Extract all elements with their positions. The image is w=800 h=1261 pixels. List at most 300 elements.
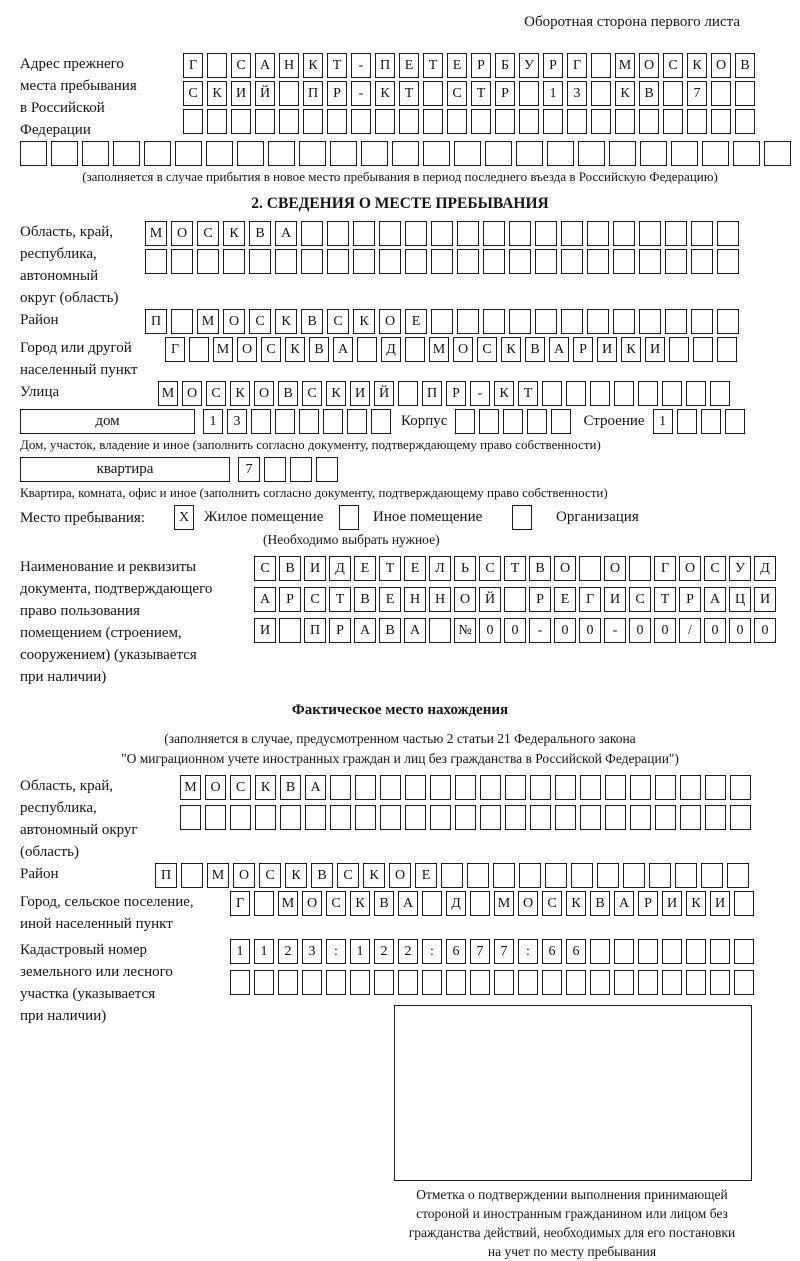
char-box[interactable]: [578, 141, 605, 166]
char-box[interactable]: А: [704, 587, 726, 612]
char-box[interactable]: [399, 109, 419, 134]
char-box[interactable]: [735, 81, 755, 106]
char-box[interactable]: [423, 141, 450, 166]
char-box[interactable]: 1: [543, 81, 563, 106]
char-box[interactable]: Н: [404, 587, 426, 612]
char-box[interactable]: [405, 337, 425, 362]
char-box[interactable]: [519, 81, 539, 106]
char-box[interactable]: :: [326, 939, 346, 964]
char-box[interactable]: [665, 309, 687, 334]
char-box[interactable]: О: [205, 775, 226, 800]
char-box[interactable]: [380, 805, 401, 830]
char-box[interactable]: [591, 81, 611, 106]
char-box[interactable]: -: [529, 618, 551, 643]
char-box[interactable]: [590, 939, 610, 964]
char-box[interactable]: В: [311, 863, 333, 888]
char-box[interactable]: К: [566, 891, 586, 916]
char-box[interactable]: [665, 249, 687, 274]
char-box[interactable]: [371, 409, 391, 434]
char-box[interactable]: О: [182, 381, 202, 406]
char-box[interactable]: А: [404, 618, 426, 643]
char-box[interactable]: С: [704, 556, 726, 581]
char-box[interactable]: 1: [203, 409, 223, 434]
char-box[interactable]: [710, 381, 730, 406]
char-box[interactable]: [454, 141, 481, 166]
char-box[interactable]: К: [255, 775, 276, 800]
char-box[interactable]: [547, 141, 574, 166]
char-box[interactable]: [613, 309, 635, 334]
char-box[interactable]: [301, 221, 323, 246]
char-box[interactable]: [375, 109, 395, 134]
char-box[interactable]: Й: [479, 587, 501, 612]
char-box[interactable]: У: [519, 53, 539, 78]
char-box[interactable]: И: [710, 891, 730, 916]
char-box[interactable]: О: [604, 556, 626, 581]
char-box[interactable]: А: [354, 618, 376, 643]
char-box[interactable]: Д: [446, 891, 466, 916]
char-box[interactable]: [638, 939, 658, 964]
char-box[interactable]: [639, 309, 661, 334]
char-box[interactable]: 0: [554, 618, 576, 643]
char-box[interactable]: [441, 863, 463, 888]
char-box[interactable]: [20, 141, 47, 166]
char-box[interactable]: 7: [687, 81, 707, 106]
char-box[interactable]: П: [155, 863, 177, 888]
char-box[interactable]: [614, 970, 634, 995]
char-box[interactable]: Е: [379, 587, 401, 612]
char-box[interactable]: В: [590, 891, 610, 916]
char-box[interactable]: М: [213, 337, 233, 362]
char-box[interactable]: М: [615, 53, 635, 78]
char-box[interactable]: [663, 81, 683, 106]
char-box[interactable]: А: [614, 891, 634, 916]
char-box[interactable]: [614, 381, 634, 406]
char-box[interactable]: В: [309, 337, 329, 362]
char-box[interactable]: Р: [279, 587, 301, 612]
char-box[interactable]: [579, 556, 601, 581]
char-box[interactable]: Е: [399, 53, 419, 78]
char-box[interactable]: [470, 891, 490, 916]
char-box[interactable]: Р: [573, 337, 593, 362]
char-box[interactable]: [255, 109, 275, 134]
char-box[interactable]: Т: [399, 81, 419, 106]
checkbox-organizatsiya[interactable]: [512, 505, 532, 530]
char-box[interactable]: С: [542, 891, 562, 916]
char-box[interactable]: [567, 109, 587, 134]
char-box[interactable]: [638, 381, 658, 406]
char-box[interactable]: [638, 970, 658, 995]
char-box[interactable]: Р: [679, 587, 701, 612]
char-box[interactable]: [639, 221, 661, 246]
char-box[interactable]: [113, 141, 140, 166]
char-box[interactable]: [480, 805, 501, 830]
char-box[interactable]: [717, 337, 737, 362]
checkbox-inoe[interactable]: [339, 505, 359, 530]
char-box[interactable]: :: [518, 939, 538, 964]
char-box[interactable]: О: [171, 221, 193, 246]
char-box[interactable]: О: [237, 337, 257, 362]
char-box[interactable]: [662, 970, 682, 995]
char-box[interactable]: [509, 309, 531, 334]
char-box[interactable]: [470, 970, 490, 995]
char-box[interactable]: [686, 381, 706, 406]
char-box[interactable]: [701, 409, 721, 434]
char-box[interactable]: [587, 221, 609, 246]
char-box[interactable]: [509, 221, 531, 246]
char-box[interactable]: [495, 109, 515, 134]
char-box[interactable]: [613, 221, 635, 246]
char-box[interactable]: [302, 970, 322, 995]
char-box[interactable]: И: [304, 556, 326, 581]
char-box[interactable]: [691, 221, 713, 246]
char-box[interactable]: [734, 891, 754, 916]
char-box[interactable]: [535, 221, 557, 246]
char-box[interactable]: С: [254, 556, 276, 581]
char-box[interactable]: А: [398, 891, 418, 916]
char-box[interactable]: [485, 141, 512, 166]
char-box[interactable]: [330, 805, 351, 830]
char-box[interactable]: У: [729, 556, 751, 581]
char-box[interactable]: [405, 775, 426, 800]
char-box[interactable]: [330, 141, 357, 166]
char-box[interactable]: [542, 970, 562, 995]
char-box[interactable]: В: [354, 587, 376, 612]
char-box[interactable]: [614, 939, 634, 964]
char-box[interactable]: М: [207, 863, 229, 888]
char-box[interactable]: [543, 109, 563, 134]
char-box[interactable]: [591, 109, 611, 134]
char-box[interactable]: [327, 221, 349, 246]
char-box[interactable]: [509, 249, 531, 274]
char-box[interactable]: [730, 805, 751, 830]
char-box[interactable]: [530, 775, 551, 800]
char-box[interactable]: [205, 805, 226, 830]
char-box[interactable]: 3: [302, 939, 322, 964]
char-box[interactable]: [649, 863, 671, 888]
char-box[interactable]: [145, 249, 167, 274]
char-box[interactable]: К: [285, 337, 305, 362]
char-box[interactable]: К: [230, 381, 250, 406]
char-box[interactable]: 7: [238, 457, 260, 482]
char-box[interactable]: [655, 775, 676, 800]
char-box[interactable]: Г: [183, 53, 203, 78]
char-box[interactable]: Т: [329, 587, 351, 612]
char-box[interactable]: [662, 381, 682, 406]
char-box[interactable]: [702, 141, 729, 166]
char-box[interactable]: К: [353, 309, 375, 334]
char-box[interactable]: К: [350, 891, 370, 916]
char-box[interactable]: [457, 249, 479, 274]
char-box[interactable]: [254, 970, 274, 995]
char-box[interactable]: [605, 805, 626, 830]
char-box[interactable]: [457, 309, 479, 334]
char-box[interactable]: [374, 970, 394, 995]
char-box[interactable]: [587, 309, 609, 334]
char-box[interactable]: [639, 109, 659, 134]
char-box[interactable]: К: [285, 863, 307, 888]
char-box[interactable]: Т: [654, 587, 676, 612]
char-box[interactable]: [503, 409, 523, 434]
char-box[interactable]: [710, 939, 730, 964]
char-box[interactable]: 0: [654, 618, 676, 643]
char-box[interactable]: С: [183, 81, 203, 106]
char-box[interactable]: [327, 109, 347, 134]
char-box[interactable]: [303, 109, 323, 134]
char-box[interactable]: [542, 381, 562, 406]
char-box[interactable]: [231, 109, 251, 134]
char-box[interactable]: [422, 970, 442, 995]
char-box[interactable]: В: [301, 309, 323, 334]
char-box[interactable]: [545, 863, 567, 888]
char-box[interactable]: [613, 249, 635, 274]
char-box[interactable]: [347, 409, 367, 434]
char-box[interactable]: [527, 409, 547, 434]
char-box[interactable]: [326, 970, 346, 995]
char-box[interactable]: В: [639, 81, 659, 106]
char-box[interactable]: В: [374, 891, 394, 916]
char-box[interactable]: [405, 805, 426, 830]
char-box[interactable]: С: [663, 53, 683, 78]
char-box[interactable]: [711, 81, 731, 106]
char-box[interactable]: [687, 109, 707, 134]
char-box[interactable]: П: [304, 618, 326, 643]
char-box[interactable]: 0: [754, 618, 776, 643]
char-box[interactable]: К: [686, 891, 706, 916]
char-box[interactable]: Н: [279, 53, 299, 78]
char-box[interactable]: [566, 381, 586, 406]
char-box[interactable]: /: [679, 618, 701, 643]
char-box[interactable]: С: [259, 863, 281, 888]
char-box[interactable]: 1: [230, 939, 250, 964]
char-box[interactable]: [597, 863, 619, 888]
char-box[interactable]: И: [231, 81, 251, 106]
char-box[interactable]: С: [302, 381, 322, 406]
char-box[interactable]: [392, 141, 419, 166]
char-box[interactable]: А: [254, 587, 276, 612]
char-box[interactable]: [355, 775, 376, 800]
char-box[interactable]: И: [754, 587, 776, 612]
char-box[interactable]: [279, 618, 301, 643]
char-box[interactable]: [249, 249, 271, 274]
char-box[interactable]: О: [518, 891, 538, 916]
char-box[interactable]: Ц: [729, 587, 751, 612]
char-box[interactable]: Т: [471, 81, 491, 106]
char-box[interactable]: [735, 109, 755, 134]
char-box[interactable]: 2: [278, 939, 298, 964]
char-box[interactable]: [677, 409, 697, 434]
char-box[interactable]: [665, 221, 687, 246]
char-box[interactable]: [566, 970, 586, 995]
char-box[interactable]: К: [501, 337, 521, 362]
char-box[interactable]: 2: [374, 939, 394, 964]
char-box[interactable]: С: [477, 337, 497, 362]
char-box[interactable]: [457, 221, 479, 246]
char-box[interactable]: Р: [446, 381, 466, 406]
char-box[interactable]: [519, 109, 539, 134]
char-box[interactable]: С: [197, 221, 219, 246]
char-box[interactable]: [455, 775, 476, 800]
char-box[interactable]: [301, 249, 323, 274]
char-box[interactable]: [669, 337, 689, 362]
checkbox-zhiloe[interactable]: X: [174, 505, 194, 530]
char-box[interactable]: [430, 805, 451, 830]
char-box[interactable]: Т: [379, 556, 401, 581]
char-box[interactable]: Т: [504, 556, 526, 581]
char-box[interactable]: Е: [404, 556, 426, 581]
char-box[interactable]: Г: [230, 891, 250, 916]
char-box[interactable]: [686, 939, 706, 964]
char-box[interactable]: [305, 805, 326, 830]
char-box[interactable]: [561, 221, 583, 246]
char-box[interactable]: [280, 805, 301, 830]
char-box[interactable]: [353, 221, 375, 246]
char-box[interactable]: [82, 141, 109, 166]
char-box[interactable]: [189, 337, 209, 362]
char-box[interactable]: М: [145, 221, 167, 246]
char-box[interactable]: Г: [654, 556, 676, 581]
char-box[interactable]: К: [207, 81, 227, 106]
char-box[interactable]: С: [337, 863, 359, 888]
char-box[interactable]: [429, 618, 451, 643]
char-box[interactable]: [144, 141, 171, 166]
char-box[interactable]: [764, 141, 791, 166]
char-box[interactable]: [686, 970, 706, 995]
char-box[interactable]: К: [275, 309, 297, 334]
char-box[interactable]: 1: [350, 939, 370, 964]
char-box[interactable]: 1: [254, 939, 274, 964]
char-box[interactable]: С: [479, 556, 501, 581]
char-box[interactable]: С: [249, 309, 271, 334]
char-box[interactable]: [571, 863, 593, 888]
char-box[interactable]: [494, 970, 514, 995]
char-box[interactable]: [275, 249, 297, 274]
char-box[interactable]: [530, 805, 551, 830]
char-box[interactable]: [254, 891, 274, 916]
char-box[interactable]: [299, 141, 326, 166]
char-box[interactable]: 3: [227, 409, 247, 434]
char-box[interactable]: И: [597, 337, 617, 362]
char-box[interactable]: О: [554, 556, 576, 581]
char-box[interactable]: [516, 141, 543, 166]
char-box[interactable]: К: [223, 221, 245, 246]
char-box[interactable]: 0: [704, 618, 726, 643]
char-box[interactable]: И: [254, 618, 276, 643]
char-box[interactable]: [275, 409, 295, 434]
char-box[interactable]: С: [327, 309, 349, 334]
char-box[interactable]: [398, 381, 418, 406]
char-box[interactable]: [323, 409, 343, 434]
char-box[interactable]: [504, 587, 526, 612]
char-box[interactable]: К: [687, 53, 707, 78]
char-box[interactable]: Г: [579, 587, 601, 612]
char-box[interactable]: Т: [423, 53, 443, 78]
char-box[interactable]: В: [379, 618, 401, 643]
char-box[interactable]: И: [350, 381, 370, 406]
char-box[interactable]: [471, 109, 491, 134]
char-box[interactable]: [207, 53, 227, 78]
char-box[interactable]: И: [662, 891, 682, 916]
char-box[interactable]: [518, 970, 538, 995]
char-box[interactable]: [290, 457, 312, 482]
char-box[interactable]: №: [454, 618, 476, 643]
char-box[interactable]: [711, 109, 731, 134]
char-box[interactable]: Е: [405, 309, 427, 334]
char-box[interactable]: [734, 939, 754, 964]
char-box[interactable]: [587, 249, 609, 274]
char-box[interactable]: Р: [471, 53, 491, 78]
char-box[interactable]: [483, 221, 505, 246]
char-box[interactable]: [183, 109, 203, 134]
char-box[interactable]: [655, 805, 676, 830]
char-box[interactable]: [223, 249, 245, 274]
char-box[interactable]: Е: [447, 53, 467, 78]
char-box[interactable]: 6: [542, 939, 562, 964]
char-box[interactable]: 0: [504, 618, 526, 643]
char-box[interactable]: [361, 141, 388, 166]
char-box[interactable]: В: [525, 337, 545, 362]
char-box[interactable]: [423, 109, 443, 134]
char-box[interactable]: [730, 775, 751, 800]
char-box[interactable]: [207, 109, 227, 134]
char-box[interactable]: [710, 970, 730, 995]
char-box[interactable]: А: [275, 221, 297, 246]
char-box[interactable]: В: [529, 556, 551, 581]
char-box[interactable]: Г: [165, 337, 185, 362]
char-box[interactable]: [351, 109, 371, 134]
char-box[interactable]: [693, 337, 713, 362]
char-box[interactable]: [639, 249, 661, 274]
char-box[interactable]: [623, 863, 645, 888]
char-box[interactable]: [535, 309, 557, 334]
char-box[interactable]: О: [639, 53, 659, 78]
char-box[interactable]: К: [363, 863, 385, 888]
char-box[interactable]: И: [604, 587, 626, 612]
char-box[interactable]: 2: [398, 939, 418, 964]
char-box[interactable]: [671, 141, 698, 166]
char-box[interactable]: [230, 805, 251, 830]
char-box[interactable]: [467, 863, 489, 888]
char-box[interactable]: М: [278, 891, 298, 916]
char-box[interactable]: А: [549, 337, 569, 362]
char-box[interactable]: А: [333, 337, 353, 362]
char-box[interactable]: [609, 141, 636, 166]
char-box[interactable]: О: [454, 587, 476, 612]
char-box[interactable]: Р: [327, 81, 347, 106]
char-box[interactable]: -: [351, 53, 371, 78]
char-box[interactable]: [662, 939, 682, 964]
char-box[interactable]: [591, 53, 611, 78]
char-box[interactable]: 0: [479, 618, 501, 643]
char-box[interactable]: И: [645, 337, 665, 362]
char-box[interactable]: С: [230, 775, 251, 800]
char-box[interactable]: [278, 970, 298, 995]
char-box[interactable]: [405, 249, 427, 274]
char-box[interactable]: [640, 141, 667, 166]
char-box[interactable]: К: [494, 381, 514, 406]
char-box[interactable]: [535, 249, 557, 274]
char-box[interactable]: В: [249, 221, 271, 246]
char-box[interactable]: В: [735, 53, 755, 78]
char-box[interactable]: Д: [754, 556, 776, 581]
char-box[interactable]: О: [389, 863, 411, 888]
char-box[interactable]: С: [206, 381, 226, 406]
char-box[interactable]: С: [231, 53, 251, 78]
char-box[interactable]: [680, 805, 701, 830]
char-box[interactable]: О: [223, 309, 245, 334]
char-box[interactable]: О: [254, 381, 274, 406]
char-box[interactable]: [279, 109, 299, 134]
char-box[interactable]: М: [180, 775, 201, 800]
